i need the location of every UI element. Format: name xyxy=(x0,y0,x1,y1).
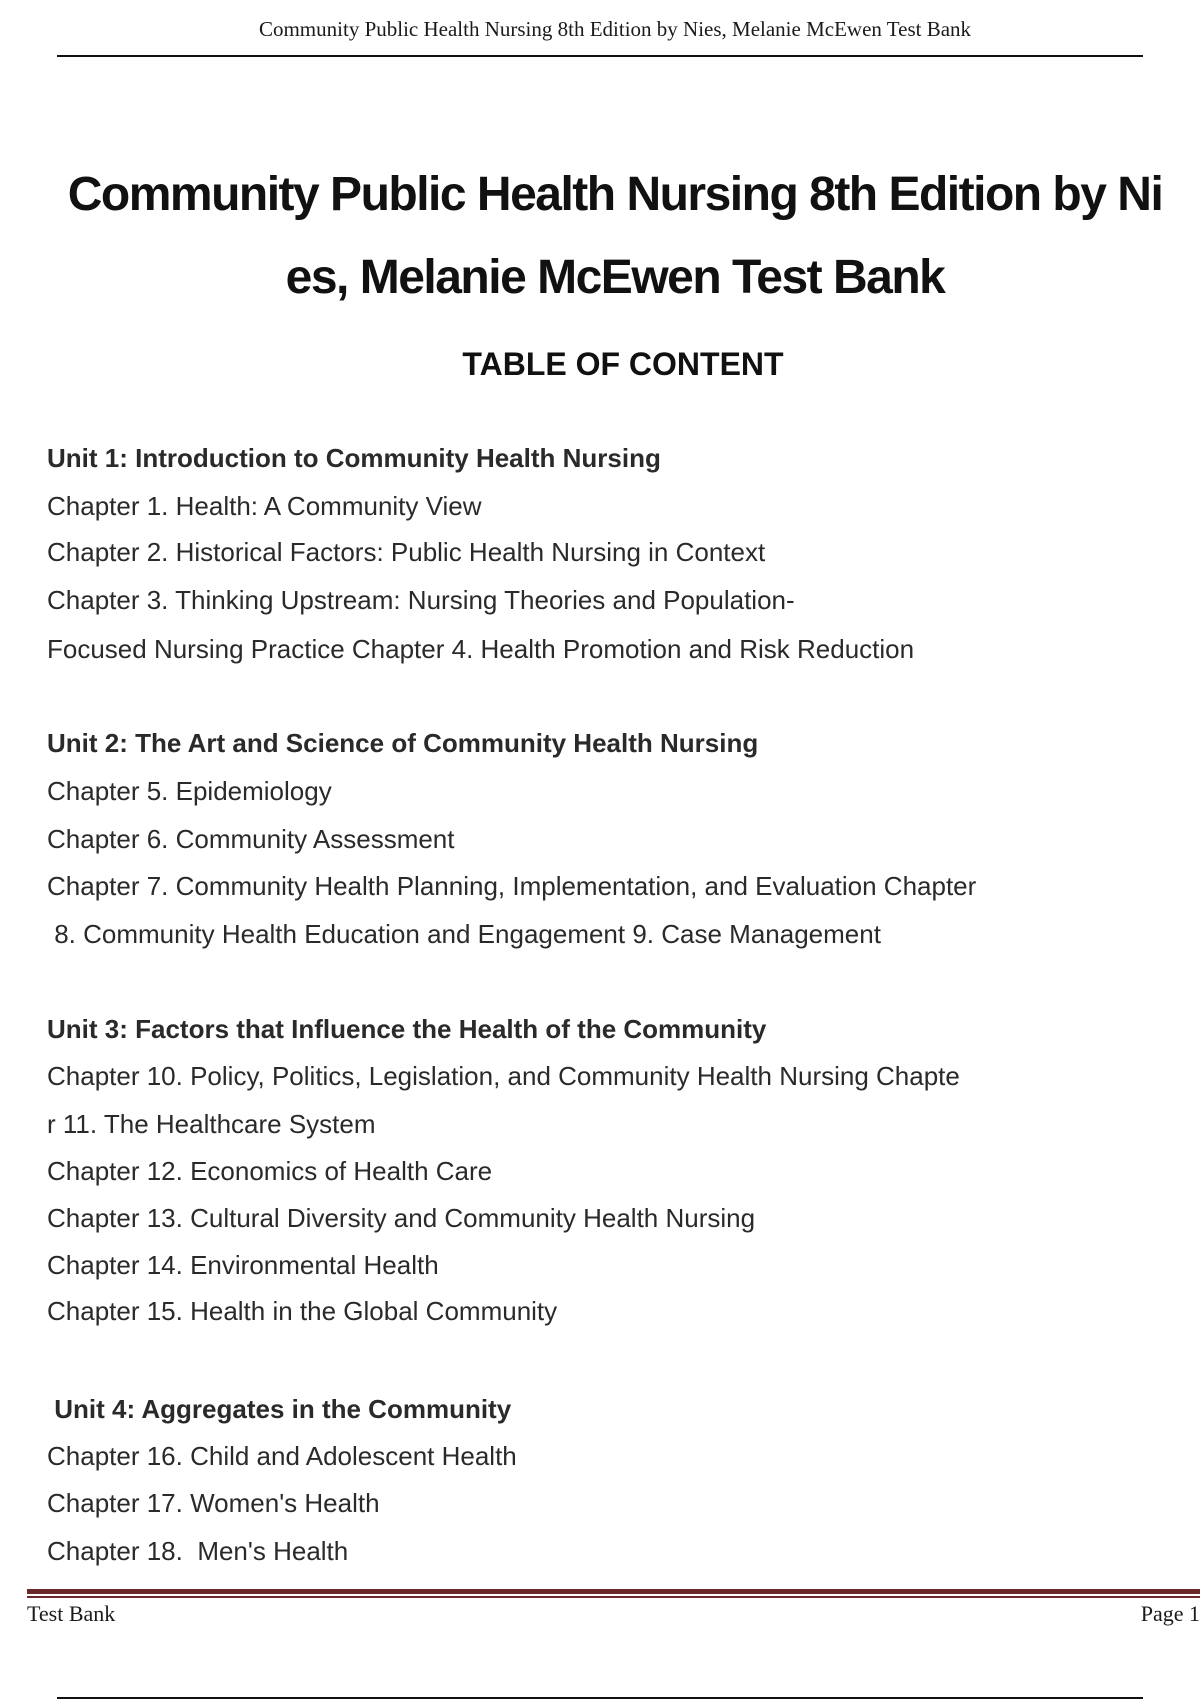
footer-divider-thick xyxy=(27,1589,1200,1594)
unit-heading: Unit 1: Introduction to Community Health Nursing xyxy=(47,443,661,473)
toc-line: Chapter 7. Community Health Planning, Implementation, and Evaluation Chapter xyxy=(47,871,977,901)
toc-line: 8. Community Health Education and Engagement 9. Case Management xyxy=(47,919,881,949)
running-header: Community Public Health Nursing 8th Edition by Nies, Melanie McEwen Test Bank xyxy=(258,17,972,41)
page-number: Page 1 xyxy=(1140,1601,1200,1626)
toc-line: Chapter 1. Health: A Community View xyxy=(47,491,482,521)
toc-line: Chapter 15. Health in the Global Community xyxy=(47,1296,558,1326)
footer-label: Test Bank xyxy=(27,1601,116,1626)
document-title-line-2: es, Melanie McEwen Test Bank xyxy=(285,251,945,304)
toc-line: Chapter 5. Epidemiology xyxy=(47,776,332,806)
toc-line: Chapter 6. Community Assessment xyxy=(47,824,455,854)
toc-line: Chapter 16. Child and Adolescent Health xyxy=(47,1441,517,1471)
footer-divider-thin xyxy=(27,1596,1200,1598)
toc-line: Chapter 10. Policy, Politics, Legislation, and Community Health Nursing Chapte xyxy=(47,1061,960,1091)
header-divider xyxy=(57,55,1143,57)
unit-heading: Unit 2: The Art and Science of Community Health Nursing xyxy=(47,728,759,758)
toc-line: Chapter 18. Men's Health xyxy=(47,1536,349,1566)
unit-heading: Unit 4: Aggregates in the Community xyxy=(47,1394,512,1424)
toc-line: Chapter 3. Thinking Upstream: Nursing Theories and Population- xyxy=(47,585,795,615)
toc-line: Chapter 14. Environmental Health xyxy=(47,1250,439,1280)
document-title xyxy=(0,153,1200,319)
toc-heading: TABLE OF CONTENT xyxy=(462,346,784,382)
bottom-divider xyxy=(57,1697,1143,1699)
toc-line: Chapter 17. Women's Health xyxy=(47,1488,380,1518)
toc-line: Focused Nursing Practice Chapter 4. Health Promotion and Risk Reduction xyxy=(47,634,915,664)
toc-line: Chapter 12. Economics of Health Care xyxy=(47,1156,493,1186)
document-title-line-1: Community Public Health Nursing 8th Edition by Ni xyxy=(67,168,1163,221)
unit-heading: Unit 3: Factors that Influence the Health of the Community xyxy=(47,1014,767,1044)
toc-line: Chapter 2. Historical Factors: Public Health Nursing in Context xyxy=(47,537,766,567)
toc-line: Chapter 13. Cultural Diversity and Community Health Nursing xyxy=(47,1203,756,1233)
toc-line: r 11. The Healthcare System xyxy=(47,1109,376,1139)
